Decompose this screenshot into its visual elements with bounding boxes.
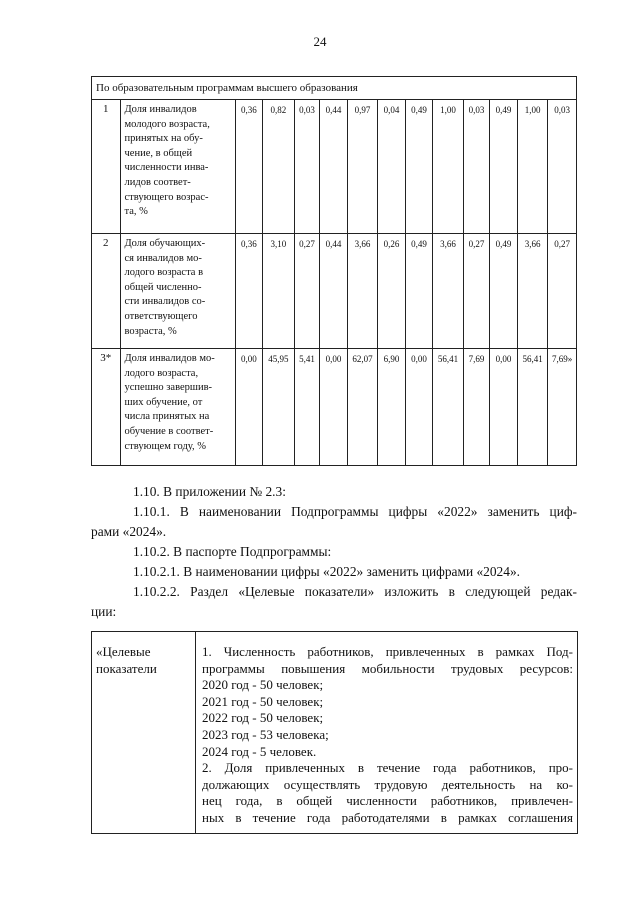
paragraph-1-10: 1.10. В приложении № 2.3:	[133, 484, 286, 499]
indicators-table	[91, 76, 577, 466]
value-cell: 0,36	[235, 234, 263, 349]
value-cell: 7,69»	[548, 349, 577, 466]
value-cell: 0,03	[548, 100, 577, 234]
indicator-name: Доля инвалидов молодого возраста, принятых на обу- чение, в общей численности инва- лидов соответ- ствующего возрас- та, %	[120, 100, 235, 234]
section-header: По образовательным программам высшего образования	[92, 77, 577, 100]
indicators-content: 1. Численность работников, привлеченных в рамках Под- программы повышения мобильности трудовых ресурсов: 2020 год - 50 человек; 2021 год - 50 человек; 2022 год - 50 человек; 2023 год - 53 человека; 2024 год - 5 человек. 2. Доля привлеченных в течение года работников, про- должающих осуществлять трудовую деятельность на ко- нец года, в общей численности работников, привлечен- ных в течение года работодателями в рамках соглашения	[196, 632, 578, 834]
paragraph-1-10-2-2: 1.10.2.2. Раздел «Целевые показатели» изложить в следующей редак-	[133, 584, 577, 599]
indicator-name: Доля инвалидов мо- лодого возраста, успешно завершив- ших обучение, от числа принятых на обучение в соответ- ствующем году, %	[120, 349, 235, 466]
value-cell: 0,00	[235, 349, 263, 466]
value-cell: 0,27	[548, 234, 577, 349]
value-cell: 1,00	[433, 100, 464, 234]
value-cell: 0,97	[347, 100, 378, 234]
table-row	[92, 632, 578, 834]
row-number: 2	[92, 234, 121, 349]
paragraph-1-10-2-2-cont: ции:	[91, 604, 117, 619]
value-cell: 3,10	[263, 234, 295, 349]
value-cell: 0,26	[378, 234, 406, 349]
row-number: 3*	[92, 349, 121, 466]
value-cell: 3,66	[433, 234, 464, 349]
value-cell: 0,03	[294, 100, 319, 234]
value-cell: 5,41	[294, 349, 319, 466]
value-cell: 0,00	[405, 349, 433, 466]
value-cell: 0,27	[294, 234, 319, 349]
value-cell: 56,41	[517, 349, 548, 466]
target-indicators-table	[91, 631, 578, 834]
section-header-row	[92, 77, 577, 100]
value-cell: 0,03	[463, 100, 489, 234]
value-cell: 6,90	[378, 349, 406, 466]
value-cell: 0,27	[463, 234, 489, 349]
value-cell: 7,69	[463, 349, 489, 466]
value-cell: 0,44	[320, 234, 348, 349]
table-row	[92, 100, 577, 234]
paragraph-1-10-1-cont: рами «2024».	[91, 524, 167, 539]
table-row	[92, 349, 577, 466]
paragraph-1-10-2-1: 1.10.2.1. В наименовании цифры «2022» заменить цифрами «2024».	[133, 564, 520, 579]
value-cell: 0,49	[490, 100, 518, 234]
value-cell: 1,00	[517, 100, 548, 234]
value-cell: 0,49	[490, 234, 518, 349]
value-cell: 0,00	[320, 349, 348, 466]
value-cell: 0,49	[405, 234, 433, 349]
value-cell: 3,66	[347, 234, 378, 349]
indicator-name: Доля обучающих- ся инвалидов мо- лодого возраста в общей численно- сти инвалидов со- ответствующего возраста, %	[120, 234, 235, 349]
value-cell: 0,04	[378, 100, 406, 234]
value-cell: 0,49	[405, 100, 433, 234]
value-cell: 45,95	[263, 349, 295, 466]
value-cell: 56,41	[433, 349, 464, 466]
value-cell: 0,44	[320, 100, 348, 234]
page-number: 24	[313, 34, 327, 49]
value-cell: 0,82	[263, 100, 295, 234]
row-number: 1	[92, 100, 121, 234]
value-cell: 0,36	[235, 100, 263, 234]
indicators-label: «Целевые показатели	[92, 632, 196, 834]
paragraph-1-10-2: 1.10.2. В паспорте Подпрограммы:	[133, 544, 332, 559]
paragraph-1-10-1: 1.10.1. В наименовании Подпрограммы цифры «2022» заменить циф-	[133, 504, 577, 519]
value-cell: 3,66	[517, 234, 548, 349]
value-cell: 0,00	[490, 349, 518, 466]
table-row	[92, 234, 577, 349]
value-cell: 62,07	[347, 349, 378, 466]
